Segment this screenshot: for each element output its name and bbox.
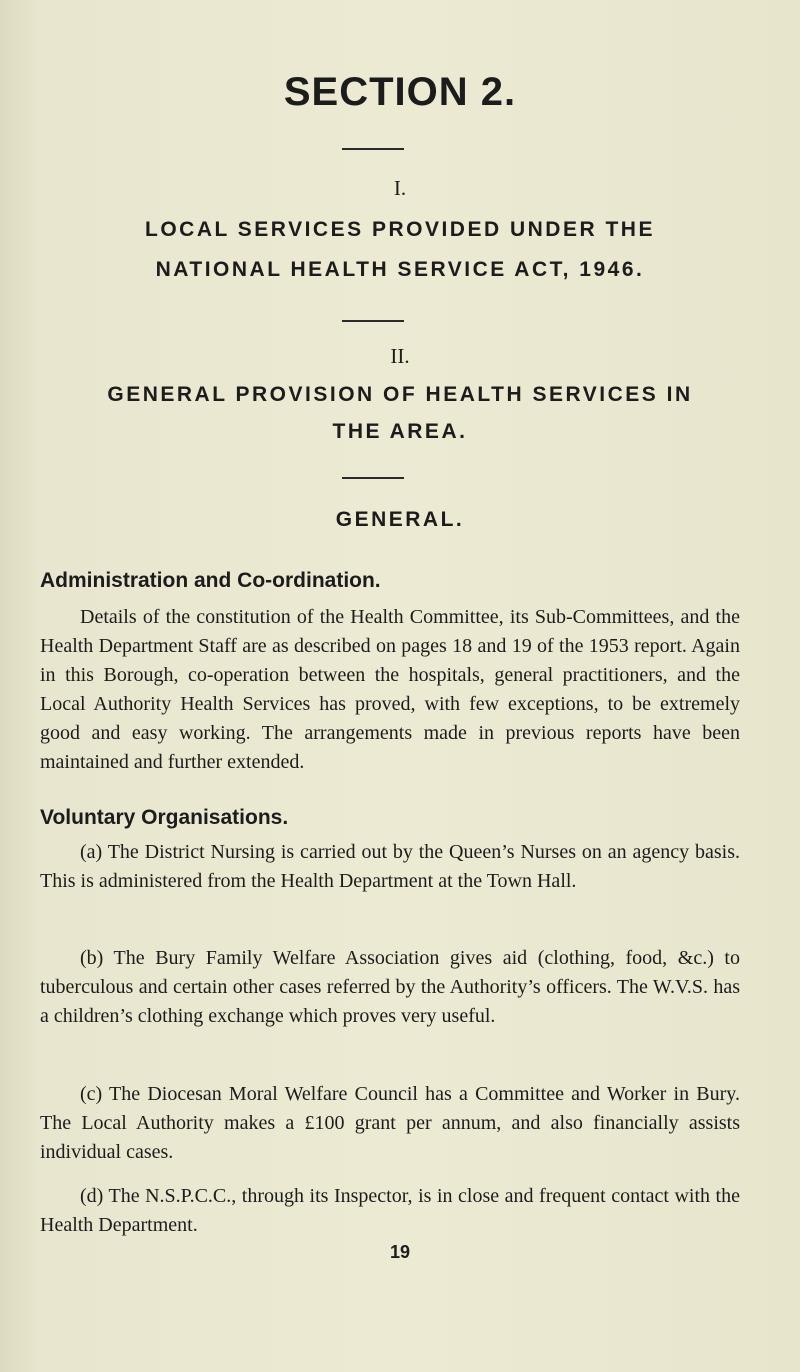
admin-paragraph: Details of the constitution of the Health Committee, its Sub-Committees, and the Health Department Staff are as described on pages 18 and 19 of the 1953 report. Again in this Borough, co-operation between the hospitals, general practitioners, and the Local Authority Health Services has proved, with few exceptions, to be extremely good and easy working. The arrangements made in previous reports have been maintained and further extended. [40, 606, 740, 773]
section-title: SECTION 2. [283, 70, 517, 114]
part-1-heading-line-1: LOCAL SERVICES PROVIDED UNDER THE [145, 218, 655, 241]
general-heading: GENERAL. [335, 508, 465, 531]
voluntary-subheading: Voluntary Organisations. [40, 806, 289, 829]
admin-subheading: Administration and Co-ordination. [40, 569, 381, 592]
voluntary-item-a: (a) The District Nursing is carried out by the Queen’s Nurses on an agency basis. This is administered from the Health Department at the Town Hall. [40, 841, 740, 892]
divider-rule [342, 148, 404, 150]
part-2-heading-line-2: THE AREA. [332, 420, 468, 443]
part-2-heading-line-1: GENERAL PROVISION OF HEALTH SERVICES IN [107, 383, 693, 406]
divider-rule [342, 477, 404, 479]
voluntary-item-d: (d) The N.S.P.C.C., through its Inspector, is in close and frequent contact with the Health Department. [40, 1185, 740, 1236]
divider-rule [342, 320, 404, 322]
part-1-heading-line-2: NATIONAL HEALTH SERVICE ACT, 1946. [155, 258, 645, 281]
voluntary-item-b: (b) The Bury Family Welfare Association gives aid (clothing, food, &c.) to tuberculous and certain other cases referred by the Authority’s officers. The W.V.S. has a children’s clothing exchange which proves very useful. [40, 947, 740, 1027]
page-number: 19 [389, 1242, 411, 1262]
part-2-numeral: II. [390, 344, 410, 368]
voluntary-item-c: (c) The Diocesan Moral Welfare Council has a Committee and Worker in Bury. The Local Authority makes a £100 grant per annum, and also financially assists individual cases. [40, 1083, 740, 1163]
part-1-numeral: I. [393, 176, 407, 200]
